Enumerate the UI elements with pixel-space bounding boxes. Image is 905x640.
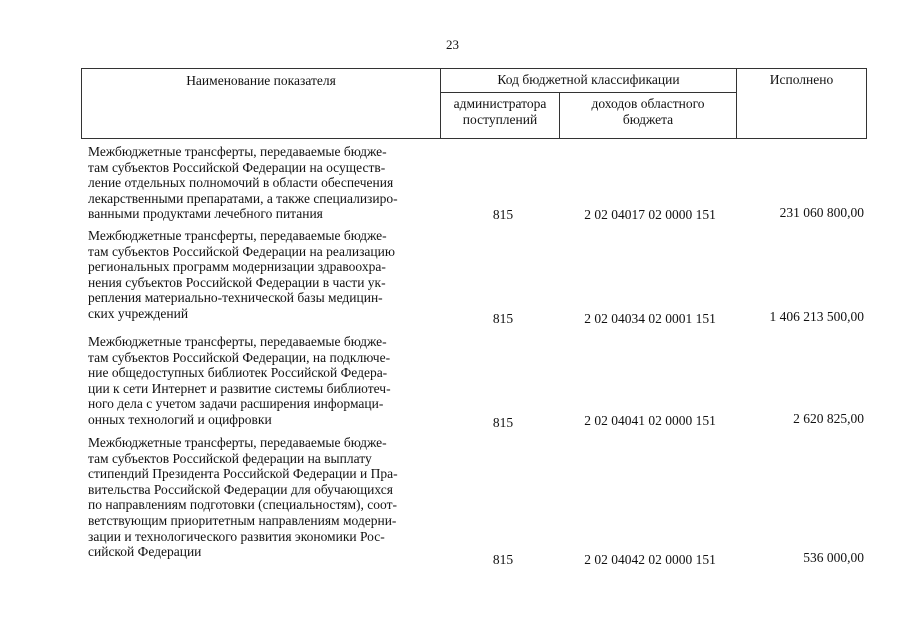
page-number: 23 bbox=[446, 37, 459, 52]
header-income-label: доходов областного бюджета bbox=[591, 96, 705, 127]
row-income-code: 2 02 04034 02 0001 151 bbox=[584, 311, 716, 326]
row-amount: 231 060 800,00 bbox=[779, 205, 864, 220]
header-executed-label: Исполнено bbox=[769, 72, 834, 87]
row-name: Межбюджетные трансферты, передаваемые бюдже- там субъектов Российской Федерации, на подключе- ние общедоступных библиотек Российской Федера- ции к сети Интернет и развитие системы библиотеч- ного дела с учетом задачи расширения информаци- онных технологий и оцифровки bbox=[88, 334, 391, 427]
row-income-code: 2 02 04017 02 0000 151 bbox=[584, 207, 716, 222]
row-admin-code: 815 bbox=[492, 311, 514, 326]
row-amount: 1 406 213 500,00 bbox=[769, 309, 864, 324]
row-amount: 536 000,00 bbox=[803, 550, 864, 565]
row-admin-code: 815 bbox=[492, 552, 514, 567]
row-admin-code: 815 bbox=[492, 415, 514, 430]
row-name: Межбюджетные трансферты, передаваемые бюдже- там субъектов Российской Федерации на осуществ- ление отдельных полномочий в области обеспечения лекарственными препаратами, а также специализиро- ванными продуктами лечебного питания bbox=[88, 144, 398, 222]
row-name: Межбюджетные трансферты, передаваемые бюдже- там субъектов Российской федерации на выплату стипендий Президента Российской Федерации и Пра- вительства Российской Федерации для обучающихся по направлениям подготовки (специальностям), соот- ветствующим приоритетным направлениям модерни- зации и технологического развития экономики Рос- сийской Федерации bbox=[88, 435, 398, 560]
row-income-code: 2 02 04041 02 0000 151 bbox=[584, 413, 716, 428]
header-admin-label: администратора поступлений bbox=[453, 96, 547, 127]
header-code-group-label: Код бюджетной классификации bbox=[497, 72, 680, 87]
row-name: Межбюджетные трансферты, передаваемые бюдже- там субъектов Российской Федерации на реализацию региональных программ модернизации здравоохра- нения субъектов Российской Федерации в части ук- репления материально-технической базы медицин- ских учреждений bbox=[88, 228, 395, 321]
row-admin-code: 815 bbox=[492, 207, 514, 222]
header-name-label: Наименование показателя bbox=[186, 73, 336, 88]
row-income-code: 2 02 04042 02 0000 151 bbox=[584, 552, 716, 567]
row-amount: 2 620 825,00 bbox=[793, 411, 864, 426]
